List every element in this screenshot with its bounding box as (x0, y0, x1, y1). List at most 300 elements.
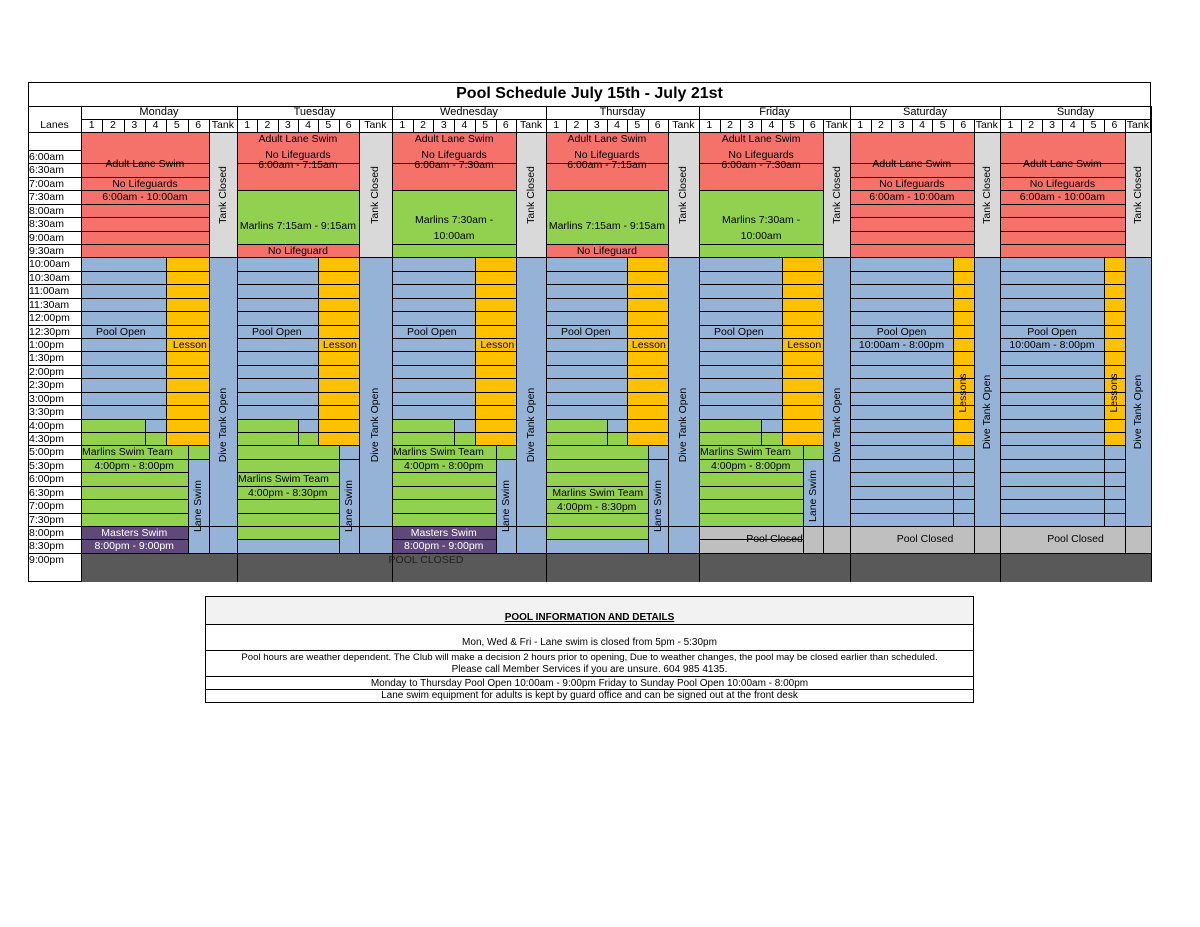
lane-number: 6 (345, 119, 352, 131)
day-5-lessons-border (953, 257, 954, 526)
time-label: 7:00am (29, 177, 65, 190)
day-5-pool-open-label: Pool Open (876, 325, 927, 338)
info-line-3: Please call Member Services if you are unsure. 604 985 4135. (451, 664, 728, 675)
day-2-masters-label: Masters Swim (410, 527, 477, 540)
tank-label: Tank (975, 119, 998, 131)
time-label: 9:00am (29, 231, 65, 244)
day-0-row-line (81, 351, 166, 352)
day-5-pool-open-hours-label: 10:00am - 8:00pm (858, 339, 945, 352)
day-6-row-line (1000, 405, 1125, 406)
day-4-row-line (699, 190, 823, 191)
day-6-row-line (1000, 526, 1151, 527)
time-label: 7:30pm (29, 513, 65, 526)
day-5-pool-closed-label: Pool Closed (896, 533, 954, 546)
day-3-row-line (546, 257, 699, 258)
day-2-marlins-morning-label-1: Marlins 7:30am - (414, 214, 494, 227)
day-5-adult-hours-label: 6:00am - 10:00am (869, 191, 955, 204)
day-6-pool-open-label: Pool Open (1027, 325, 1077, 338)
day-0-adult-swim-label: Adult Lane Swim (105, 158, 185, 171)
day-1-row-line (237, 526, 392, 527)
day-2-lesson-border (475, 257, 476, 445)
day-5-row-line (850, 311, 974, 312)
day-0-row-line (81, 392, 166, 393)
day-5-row-line (850, 298, 974, 299)
day-3-right-border (699, 106, 700, 582)
day-4-row-line (699, 284, 782, 285)
day-0-row-line (81, 486, 188, 487)
lane-number: 2 (1028, 119, 1035, 131)
day-0-lesson-label: Lesson (172, 339, 207, 352)
day-0-lane-swim-label: Lane Swim (192, 479, 205, 532)
day-4-row-line (782, 311, 823, 312)
day-6-row-line (1000, 486, 1125, 487)
day-0-tank-closed-label: Tank Closed (216, 165, 229, 224)
time-label: 9:30am (29, 245, 65, 257)
pool-closed-bar-label: POOL CLOSED (388, 553, 464, 566)
day-2-row-line (392, 311, 475, 312)
day-1-row-line (237, 271, 318, 272)
day-5-row-line (850, 486, 974, 487)
day-4-lesson-label: Lesson (787, 339, 822, 352)
time-label: 7:00pm (29, 500, 65, 513)
day-3-dive-tank-label: Dive Tank Open (677, 387, 690, 463)
day-0-row-line (166, 271, 209, 272)
day-3-row-line (627, 365, 668, 366)
day-5-row-line (850, 459, 974, 460)
day-6-row-line (1000, 513, 1125, 514)
day-0-masters-hours-label: 8:00pm - 9:00pm (94, 540, 174, 553)
day-1-row-line (237, 338, 318, 339)
day-0-row-line (166, 392, 209, 393)
day-4-tank-closed-label: Tank Closed (830, 165, 843, 224)
day-3-lane-swim-border (648, 445, 649, 552)
day-6-row-line (1000, 298, 1125, 299)
day-0-small-border (145, 419, 146, 446)
day-0-row-line (81, 271, 166, 272)
day-3-row-line (546, 378, 627, 379)
day-3-row-line (546, 338, 627, 339)
time-label: 8:00am (29, 204, 65, 217)
day-1-row-line (318, 284, 359, 285)
day-3-row-line (546, 311, 627, 312)
day-name-6: Sunday (1056, 106, 1095, 118)
day-4-lane-swim-label: Lane Swim (806, 469, 819, 522)
day-6-row-line (1000, 257, 1151, 258)
day-0-marlins-hours-label: 4:00pm - 8:00pm (94, 459, 174, 472)
day-1-row-line (318, 271, 359, 272)
day-2-row-line (392, 486, 496, 487)
day-4-row-line (782, 325, 823, 326)
day-2-tank-border (516, 119, 517, 553)
day-3-lesson-border (627, 257, 628, 445)
day-2-adult-hours-label: 6:00am - 7:30am (414, 159, 494, 172)
time-label: 8:30pm (29, 540, 65, 553)
time-label: 1:00pm (29, 339, 65, 352)
day-4-row-line (699, 472, 803, 473)
day-3-marlins-hours-label: 4:00pm - 8:30pm (557, 500, 637, 513)
day-3-no-lifeguard-label: No Lifeguard (576, 245, 637, 257)
time-label: 6:30pm (29, 486, 65, 499)
day-3-row-line (546, 459, 648, 460)
day-4-row-line (699, 257, 850, 258)
day-5-no-lifeguards-label: No Lifeguards (879, 177, 945, 190)
day-4-row-line (699, 432, 782, 433)
day-2-row-line (392, 351, 475, 352)
day-6-dive-tank-label: Dive Tank Open (1131, 374, 1144, 449)
day-5-tank-closed-label: Tank Closed (980, 165, 993, 224)
day-3-row-line (546, 526, 699, 527)
day-6-row-line (1000, 499, 1125, 500)
day-6-row-line (1000, 432, 1125, 433)
lane-number: 5 (1090, 119, 1097, 131)
day-2-row-line (475, 432, 516, 433)
day-0-dive-tank-label: Dive Tank Open (216, 387, 229, 463)
time-label: 4:00pm (29, 419, 65, 432)
day-1-row-line (237, 432, 318, 433)
day-5-row-line (850, 432, 974, 433)
day-1-row-line (237, 351, 318, 352)
day-2-marlins-hours-label: 4:00pm - 8:00pm (404, 459, 484, 472)
day-6-pool-closed-label: Pool Closed (1047, 533, 1104, 546)
day-2-small-border (454, 419, 455, 446)
lane-number: 2 (877, 119, 884, 131)
time-label: 5:00pm (29, 446, 65, 459)
day-3-marlins-small (607, 432, 627, 445)
time-label: 7:30am (29, 191, 65, 204)
day-0-pool-open-label: Pool Open (96, 325, 146, 338)
day-2-row-line (392, 298, 475, 299)
day-1-row-line (339, 459, 359, 460)
day-5-dive-tank-label: Dive Tank Open (980, 374, 993, 449)
lane-number: 3 (1049, 119, 1055, 131)
day-2-row-line (475, 311, 516, 312)
day-name-5: Saturday (902, 106, 948, 118)
day-3-row-line (627, 392, 668, 393)
tank-label: Tank (364, 119, 387, 131)
lane-number: 4 (305, 119, 311, 131)
day-1-row-line (318, 365, 359, 366)
day-1-row-line (237, 311, 318, 312)
time-label: 5:30pm (29, 459, 65, 472)
day-6-row-line (1000, 244, 1125, 245)
day-3-lesson-label: Lesson (631, 339, 666, 352)
day-0-row-line (81, 472, 188, 473)
day-4-tank-border (823, 119, 824, 553)
day-6-row-line (1000, 231, 1125, 232)
day-3-row-line (546, 432, 627, 433)
day-0-right-border (237, 106, 238, 582)
info-line-2: Pool hours are weather dependent. The Club will make a decision 2 hours prior to opening, Due to weather changes, the pool may be closed earlier than scheduled. (241, 652, 938, 663)
day-3-row-line (627, 419, 668, 420)
day-4-pool-open-label: Pool Open (714, 325, 764, 338)
day-3-no-lifeguards-label: No Lifeguards (574, 149, 640, 161)
day-3-row-line (546, 284, 627, 285)
lane-number: 6 (195, 119, 202, 131)
day-1-pool-open-small (298, 419, 318, 432)
day-3-row-line (546, 472, 648, 473)
day-2-row-line (475, 351, 516, 352)
lane-number: 4 (768, 119, 775, 131)
day-4-row-line (699, 351, 782, 352)
lane-number: 3 (131, 119, 138, 131)
day-5-adult-swim-label: Adult Lane Swim (872, 158, 952, 171)
lane-number: 3 (898, 119, 905, 131)
day-4-pool-closed-label: Pool Closed (746, 533, 803, 546)
day-5-row-line (850, 472, 974, 473)
day-6-row-line (1000, 311, 1125, 312)
lane-number: 1 (244, 119, 251, 131)
day-3-small-border (607, 419, 608, 446)
day-4-marlins-small (761, 432, 782, 445)
day-0-marlins-team-label: Marlins Swim Team (82, 446, 173, 459)
day-4-row-line (803, 459, 824, 460)
info-line-1: Mon, Wed & Fri - Lane swim is closed from 5pm - 5:30pm (462, 637, 717, 648)
day-2-row-line (392, 284, 475, 285)
day-2-row-line (392, 271, 475, 272)
day-3-marlins-morning-block (546, 190, 668, 244)
day-1-row-line (237, 365, 318, 366)
day-5-row-line (850, 217, 974, 218)
day-0-row-line (81, 217, 209, 218)
day-4-row-line (782, 392, 823, 393)
tank-label: Tank (519, 119, 543, 131)
day-6-row-line (1000, 271, 1125, 272)
day-6-lessons-border (1104, 257, 1105, 526)
day-2-row-line (392, 405, 475, 406)
day-2-lesson-label: Lesson (480, 339, 515, 352)
day-0-row-line (81, 231, 209, 232)
lane-number: 2 (727, 119, 733, 131)
day-3-row-line (627, 351, 668, 352)
day-5-lessons-label: Lessons (957, 373, 970, 413)
day-3-row-line (546, 190, 668, 191)
day-6-row-line (1000, 445, 1125, 446)
day-4-row-line (782, 419, 823, 420)
info-heading: POOL INFORMATION AND DETAILS (504, 612, 675, 623)
pool-info-box (205, 596, 974, 703)
day-1-row-line (237, 190, 359, 191)
day-0-row-line (166, 325, 209, 326)
day-4-row-line (699, 486, 803, 487)
day-5-row-line (850, 553, 1000, 554)
day-1-row-line (318, 392, 359, 393)
lane-number: 6 (960, 119, 967, 131)
day-4-adult-hours-label: 6:00am - 7:30am (721, 159, 801, 172)
day-4-pool-open-small (761, 419, 782, 432)
day-1-row-line (237, 419, 318, 420)
day-1-row-line (237, 405, 318, 406)
day-0-no-lifeguards-label: No Lifeguards (112, 177, 178, 190)
day-6-row-line (1000, 419, 1125, 420)
day-6-row-line (1000, 365, 1125, 366)
day-2-row-line (392, 365, 475, 366)
day-2-marlins-team-label: Marlins Swim Team (393, 446, 484, 459)
day-1-small-border (298, 419, 299, 446)
day-0-row-line (166, 365, 209, 366)
day-4-small-border (761, 419, 762, 446)
day-3-row-line (627, 325, 668, 326)
day-5-row-line (850, 284, 974, 285)
day-3-tank-border (668, 119, 669, 553)
day-5-row-line (850, 445, 974, 446)
day-2-row-line (475, 419, 516, 420)
day-4-row-line (699, 338, 782, 339)
day-2-lane-swim-label: Lane Swim (499, 479, 512, 532)
lane-number: 4 (152, 119, 159, 131)
day-4-row-line (782, 298, 823, 299)
day-6-row-line (1000, 351, 1125, 352)
day-6-row-line (1000, 392, 1125, 393)
lane-number: 2 (420, 119, 426, 131)
day-4-row-line (699, 405, 782, 406)
day-2-adult-swim-label: Adult Lane Swim (414, 133, 494, 145)
time-label: 8:30am (29, 218, 65, 231)
day-3-row-line (627, 432, 668, 433)
day-6-tank-border (1125, 119, 1126, 553)
day-3-lane-swim-label: Lane Swim (651, 479, 664, 532)
day-2-row-line (475, 405, 516, 406)
day-1-row-line (237, 257, 392, 258)
day-6-pool-open-hours-label: 10:00am - 8:00pm (1009, 339, 1095, 352)
day-0-row-line (81, 244, 209, 245)
day-4-marlins-morning-label-1: Marlins 7:30am - (721, 214, 801, 227)
day-1-row-line (237, 459, 339, 460)
day-2-row-line (392, 338, 475, 339)
lane-number: 6 (502, 119, 509, 131)
day-0-lane-swim-border (188, 445, 189, 552)
day-3-tank-closed-label: Tank Closed (677, 165, 690, 224)
day-0-row-line (81, 378, 166, 379)
day-1-tank-closed-label: Tank Closed (369, 165, 382, 224)
day-1-tank-border (359, 119, 360, 553)
day-1-row-line (237, 298, 318, 299)
day-5-row-line (850, 351, 974, 352)
day-1-right-border (392, 106, 393, 582)
day-0-row-line (166, 284, 209, 285)
day-0-row-line (81, 365, 166, 366)
day-3-pool-open-small (607, 419, 627, 432)
day-5-row-line (850, 392, 974, 393)
day-4-lesson-border (782, 257, 783, 445)
day-5-row-line (850, 257, 1000, 258)
day-1-marlins-morning-label: Marlins 7:15am - 9:15am (239, 220, 356, 233)
time-label: 8:00pm (29, 527, 65, 540)
day-3-pool-open-label: Pool Open (561, 325, 611, 338)
day-0-marlins-team-top (188, 445, 209, 458)
day-3-row-line (546, 405, 627, 406)
day-1-lane-swim-label: Lane Swim (342, 479, 355, 532)
day-1-lane-swim-border (339, 445, 340, 552)
day-2-lane-swim-border (496, 445, 497, 552)
day-0-row-line (166, 298, 209, 299)
lane-number: 5 (634, 119, 641, 131)
day-1-row-line (237, 284, 318, 285)
day-6-row-line (1000, 553, 1151, 554)
day-name-4: Friday (759, 106, 790, 118)
day-1-row-line (318, 351, 359, 352)
day-0-row-line (81, 284, 166, 285)
lane-number: 2 (264, 119, 271, 131)
day-1-row-line (318, 298, 359, 299)
day-3-row-line (546, 419, 627, 420)
day-1-row-line (318, 405, 359, 406)
day-1-row-line (237, 392, 318, 393)
day-2-marlins-small (454, 432, 475, 445)
day-6-row-line (1000, 204, 1125, 205)
time-label: 1:30pm (29, 352, 65, 365)
day-5-row-line (850, 499, 974, 500)
time-label: 6:00pm (29, 473, 65, 486)
day-4-row-line (699, 378, 782, 379)
day-4-row-line (782, 351, 823, 352)
day-2-row-line (392, 499, 496, 500)
time-label: 6:30am (29, 164, 65, 177)
day-4-no-lifeguards-label: No Lifeguards (728, 149, 794, 161)
day-5-row-line (850, 204, 974, 205)
day-0-adult-hours-label: 6:00am - 10:00am (102, 191, 188, 204)
day-3-row-line (627, 378, 668, 379)
day-2-row-line (392, 432, 475, 433)
day-6-row-line (1000, 472, 1125, 473)
day-0-row-line (81, 405, 166, 406)
day-4-row-line (782, 405, 823, 406)
day-3-row-line (546, 513, 648, 514)
day-3-lane-swim-late (546, 539, 648, 552)
day-4-row-line (699, 311, 782, 312)
day-4-marlins-hours-label: 4:00pm - 8:00pm (711, 459, 791, 472)
day-2-row-line (392, 392, 475, 393)
info-line-5: Lane swim equipment for adults is kept by guard office and can be signed out at the front desk (381, 690, 798, 701)
day-4-marlins-team-label: Marlins Swim Team (700, 446, 791, 459)
lane-number: 3 (593, 119, 600, 131)
info-line-4: Monday to Thursday Pool Open 10:00am - 9:00pm Friday to Sunday Pool Open 10:00am - 8:00pm (370, 678, 809, 689)
day-6-adult-swim-label: Adult Lane Swim (1023, 158, 1102, 171)
day-3-row-line (627, 284, 668, 285)
day-0-row-line (188, 459, 209, 460)
lane-number: 6 (809, 119, 816, 131)
day-2-row-line (475, 284, 516, 285)
lane-number: 6 (1111, 119, 1118, 131)
day-0-row-line (81, 257, 237, 258)
day-5-row-line (850, 271, 974, 272)
day-2-marlins-morning-label-2: 10:00am (433, 229, 475, 242)
day-1-row-line (237, 539, 339, 540)
day-5-row-line (850, 378, 974, 379)
day-4-row-line (782, 284, 823, 285)
day-2-marlins-team-top (496, 445, 517, 458)
tank-label: Tank (211, 119, 234, 131)
day-2-pool-open-label: Pool Open (407, 325, 457, 338)
day-1-marlins-team-label: Marlins Swim Team (238, 473, 329, 486)
day-2-row-line (496, 459, 517, 460)
lane-number: 1 (88, 119, 95, 131)
day-0-row-line (81, 298, 166, 299)
day-0-row-line (166, 432, 209, 433)
time-label: 11:00am (29, 285, 70, 298)
day-1-dive-tank-label: Dive Tank Open (369, 387, 382, 463)
time-label: 6:00am (29, 151, 65, 163)
lane-number: 2 (573, 119, 580, 131)
time-label: 12:00pm (29, 312, 70, 325)
day-3-adult-swim-label: Adult Lane Swim (567, 133, 647, 145)
day-2-row-line (392, 190, 516, 191)
time-label: 4:30pm (29, 433, 65, 446)
day-name-2: Wednesday (440, 106, 498, 118)
day-4-dive-tank-label: Dive Tank Open (830, 387, 843, 463)
day-4-row-line (699, 513, 803, 514)
lane-number: 2 (110, 119, 116, 131)
lane-number: 1 (399, 119, 406, 131)
